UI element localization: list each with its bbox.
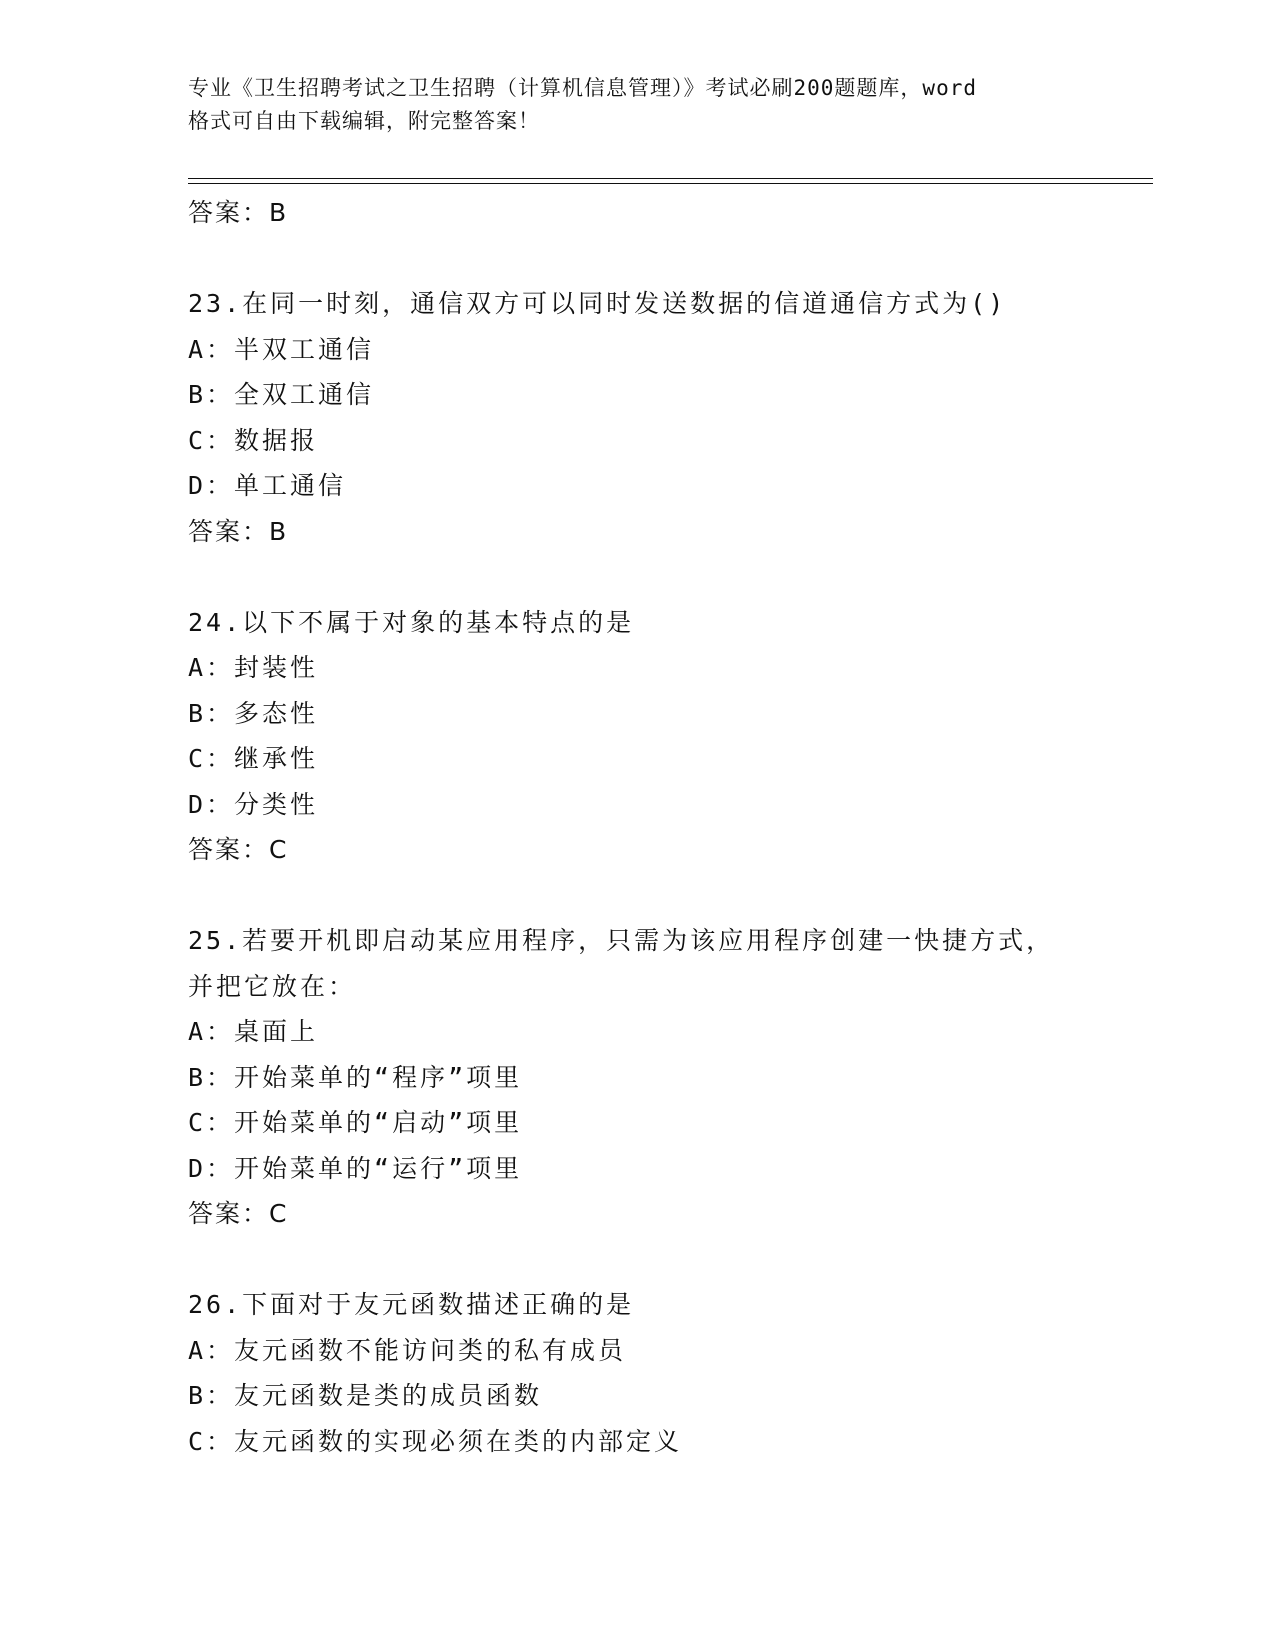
previous-answer: 答案：B xyxy=(188,198,289,227)
question-26-option-c: C：友元函数的实现必须在类的内部定义 xyxy=(188,1426,683,1456)
question-24-option-b: B：多态性 xyxy=(188,698,319,728)
question-25-stem-line-1: 25.若要开机即启动某应用程序，只需为该应用程序创建一快捷方式， xyxy=(188,926,1055,955)
question-24-answer: 答案：C xyxy=(188,835,289,864)
question-24-option-a: A：封装性 xyxy=(188,653,319,682)
question-24-option-c: C：继承性 xyxy=(188,744,319,773)
question-list xyxy=(188,190,1148,1464)
question-25-option-a: A：桌面上 xyxy=(188,1017,319,1046)
document-header xyxy=(188,72,1088,138)
header-rule-bottom xyxy=(188,183,1153,184)
spacer xyxy=(188,873,1148,919)
spacer xyxy=(188,236,1148,282)
question-23-option-a: A：半双工通信 xyxy=(188,334,375,364)
question-26-option-a: A：友元函数不能访问类的私有成员 xyxy=(188,1335,627,1365)
question-25-answer: 答案：C xyxy=(188,1199,289,1228)
question-23-option-d: D：单工通信 xyxy=(188,471,347,500)
question-26-stem: 26.下面对于友元函数描述正确的是 xyxy=(188,1290,635,1319)
header-rule-top xyxy=(188,178,1153,179)
question-24-option-d: D：分类性 xyxy=(188,789,319,819)
question-23-stem: 23.在同一时刻，通信双方可以同时发送数据的信道通信方式为() xyxy=(188,289,1007,318)
question-24-stem: 24.以下不属于对象的基本特点的是 xyxy=(188,607,635,637)
question-23-answer: 答案：B xyxy=(188,516,289,546)
spacer xyxy=(188,1237,1148,1283)
question-25-option-d: D：开始菜单的“运行”项里 xyxy=(188,1153,523,1183)
question-26-option-b: B：友元函数是类的成员函数 xyxy=(188,1381,543,1410)
spacer xyxy=(188,554,1148,600)
question-23-option-b: B：全双工通信 xyxy=(188,380,375,409)
question-25-option-b: B：开始菜单的“程序”项里 xyxy=(188,1062,523,1092)
question-25-stem-line-2: 并把它放在： xyxy=(188,971,357,1001)
header-line-2: 格式可自由下载编辑，附完整答案！ xyxy=(188,109,540,133)
question-25-option-c: C：开始菜单的“启动”项里 xyxy=(188,1108,523,1137)
header-line-1: 专业《卫生招聘考试之卫生招聘（计算机信息管理）》考试必刷200题题库，word xyxy=(188,76,977,100)
question-23-option-c: C：数据报 xyxy=(188,425,319,455)
